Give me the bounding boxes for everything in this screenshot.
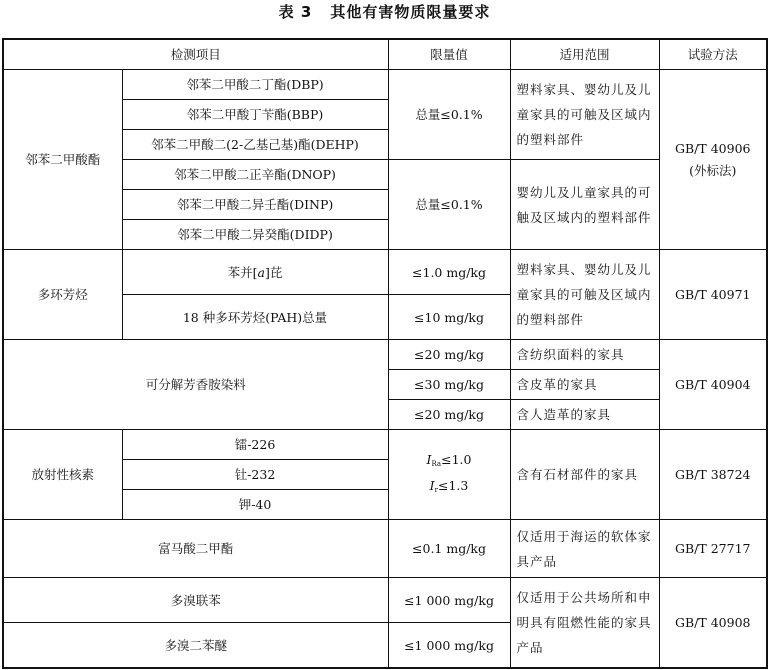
item-ra226: 镭-226 [122, 430, 388, 460]
limit-pbde: ≤1 000 mg/kg [388, 623, 510, 669]
item-k40: 钾-40 [122, 490, 388, 520]
limit-pbb: ≤1 000 mg/kg [388, 578, 510, 623]
method-phthalate-note: (外标法) [689, 162, 737, 178]
item-bap [122, 250, 388, 295]
item-bap-italic: a [257, 264, 265, 280]
item-dbp: 邻苯二甲酸二丁酯(DBP) [122, 70, 388, 100]
header-item: 检测项目 [3, 39, 388, 70]
limit-azo-leather: ≤30 mg/kg [388, 370, 510, 400]
table-row [3, 250, 767, 295]
table-row [3, 520, 767, 578]
header-limit: 限量值 [388, 39, 510, 70]
limit-azo-artificial: ≤20 mg/kg [388, 400, 510, 430]
method-pah: GB/T 40971 [659, 250, 767, 340]
method-bromo: GB/T 40908 [659, 578, 767, 669]
table-row [3, 578, 767, 623]
scope-bromo: 仅适用于公共场所和申明具有阻燃性能的家具产品 [510, 578, 659, 669]
scope-azo-leather: 含皮革的家具 [510, 370, 659, 400]
limit-radio-sym1: I [426, 451, 432, 467]
item-pah-total: 18 种多环芳烃(PAH)总量 [122, 295, 388, 340]
group-phthalate: 邻苯二甲酸酯 [3, 70, 122, 250]
item-pbde: 多溴二苯醚 [3, 623, 388, 669]
method-azo: GB/T 40904 [659, 340, 767, 430]
group-radio: 放射性核素 [3, 430, 122, 520]
limit-azo-textile: ≤20 mg/kg [388, 340, 510, 370]
method-phthalate-code: GB/T 40906 [675, 140, 751, 156]
table-row [3, 340, 767, 370]
limit-radio [388, 430, 510, 520]
limit-phthalate-b: 总量≤0.1% [388, 160, 510, 250]
group-pah: 多环芳烃 [3, 250, 122, 340]
limit-phthalate-a: 总量≤0.1% [388, 70, 510, 160]
limits-table [2, 38, 768, 669]
method-phthalate [659, 70, 767, 250]
item-bap-suffix: ]芘 [264, 264, 283, 280]
item-dmf: 富马酸二甲酯 [3, 520, 388, 578]
limit-radio-sub1: Ra [431, 459, 442, 468]
item-pbb: 多溴联苯 [3, 578, 388, 623]
limit-radio-sub2: r [434, 485, 438, 494]
table-title: 其他有害物质限量要求 [330, 3, 491, 21]
limit-radio-val2: ≤1.3 [437, 477, 469, 493]
method-dmf: GB/T 27717 [659, 520, 767, 578]
table-row [3, 430, 767, 460]
table-caption [0, 0, 769, 32]
limit-pah-total: ≤10 mg/kg [388, 295, 510, 340]
scope-pah: 塑料家具、婴幼儿及儿童家具的可触及区域内的塑料部件 [510, 250, 659, 340]
header-method: 试验方法 [659, 39, 767, 70]
header-scope: 适用范围 [510, 39, 659, 70]
item-dinp: 邻苯二甲酸二异壬酯(DINP) [122, 190, 388, 220]
item-th232: 钍-232 [122, 460, 388, 490]
limit-bap: ≤1.0 mg/kg [388, 250, 510, 295]
method-radio: GB/T 38724 [659, 430, 767, 520]
item-didp: 邻苯二甲酸二异癸酯(DIDP) [122, 220, 388, 250]
limit-radio-val1: ≤1.0 [441, 451, 472, 467]
scope-phthalate-b: 婴幼儿及儿童家具的可触及区域内的塑料部件 [510, 160, 659, 250]
item-dnop: 邻苯二甲酸二正辛酯(DNOP) [122, 160, 388, 190]
group-azo: 可分解芳香胺染料 [3, 340, 388, 430]
scope-azo-textile: 含纺织面料的家具 [510, 340, 659, 370]
item-bbp: 邻苯二甲酸丁苄酯(BBP) [122, 100, 388, 130]
scope-dmf: 仅适用于海运的软体家具产品 [510, 520, 659, 578]
header-row [3, 39, 767, 70]
item-dehp: 邻苯二甲酸二(2-乙基己基)酯(DEHP) [122, 130, 388, 160]
table-row [3, 70, 767, 100]
limit-dmf: ≤0.1 mg/kg [388, 520, 510, 578]
table-number: 表 3 [278, 3, 313, 21]
limit-radio-sym2: I [429, 477, 435, 493]
item-bap-prefix: 苯并[ [227, 264, 258, 280]
scope-phthalate-a: 塑料家具、婴幼儿及儿童家具的可触及区域内的塑料部件 [510, 70, 659, 160]
scope-azo-artificial: 含人造革的家具 [510, 400, 659, 430]
scope-radio: 含有石材部件的家具 [510, 430, 659, 520]
